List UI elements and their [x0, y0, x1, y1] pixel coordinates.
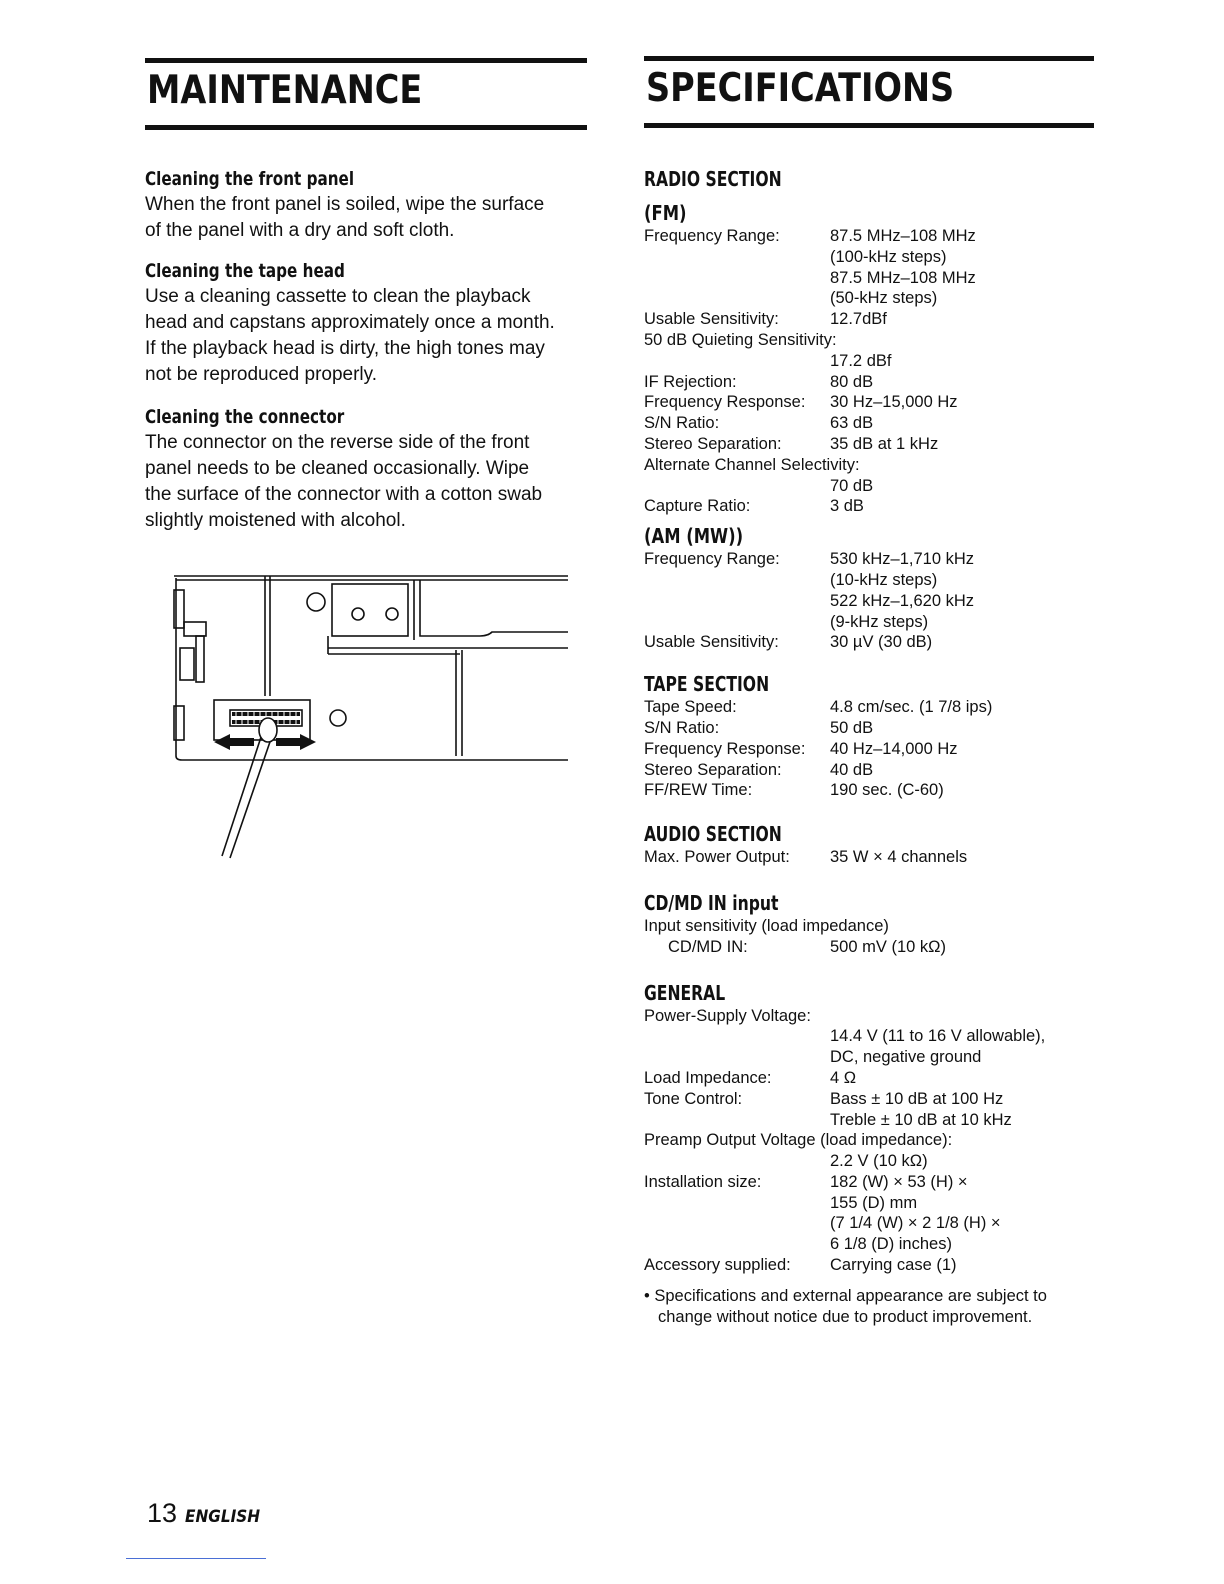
spec-row — [644, 247, 1094, 268]
spec-label: CD/MD IN: — [668, 937, 748, 956]
spec-row — [644, 632, 1094, 653]
spec-label: S/N Ratio: — [644, 718, 720, 737]
spec-value: (9-kHz steps) — [830, 612, 929, 631]
spec-label — [644, 268, 830, 289]
spec-label — [644, 288, 830, 309]
spec-value: 30 µV (30 dB) — [830, 633, 933, 652]
spec-label: Alternate Channel Selectivity: — [644, 455, 860, 474]
spec-value: 2.2 V (10 kΩ) — [830, 1152, 928, 1171]
spec-value: (100-kHz steps) — [830, 247, 947, 266]
section-heading: Cleaning the tape head — [145, 260, 345, 282]
spec-row — [644, 1213, 1094, 1234]
connector-diagram-icon — [170, 566, 574, 862]
spec-value: 3 dB — [830, 497, 864, 516]
spec-label: Tone Control: — [644, 1089, 743, 1108]
body-line: Use a cleaning cassette to clean the playback — [145, 286, 531, 307]
spec-value: 80 dB — [830, 372, 874, 391]
spec-label — [644, 591, 830, 612]
spec-value: 35 W × 4 channels — [830, 848, 968, 867]
spec-row — [644, 612, 1094, 633]
body-line: the surface of the connector with a cotton swab — [145, 484, 543, 505]
specifications-title: SPECIFICATIONS — [646, 66, 955, 111]
spec-value: 40 Hz–14,000 Hz — [830, 739, 958, 758]
spec-row — [644, 413, 1094, 434]
spec-row — [644, 1193, 1094, 1214]
spec-row — [644, 288, 1094, 309]
spec-row — [644, 1110, 1094, 1131]
spec-row — [644, 591, 1094, 612]
specifications-note: • Specifications and external appearance are subject to change without notice due to product improvement. — [644, 1286, 1047, 1326]
body-line: slightly moistened with alcohol. — [145, 510, 406, 531]
radio-section-heading: RADIO SECTION — [644, 167, 782, 191]
am-heading: (AM (MW)) — [644, 524, 744, 549]
front-panel-connector-cleaning-illustration — [170, 566, 574, 867]
spec-row — [644, 549, 1094, 570]
spec-label — [644, 1026, 830, 1047]
spec-label: S/N Ratio: — [644, 414, 720, 433]
section-heading: Cleaning the front panel — [145, 168, 355, 190]
spec-value: (7 1/4 (W) × 2 1/8 (H) × — [830, 1214, 1001, 1233]
title-rule-bottom — [145, 125, 587, 130]
spec-row — [644, 847, 1094, 868]
bottom-divider — [126, 1558, 266, 1559]
tape-section-heading: TAPE SECTION — [644, 672, 770, 697]
spec-value: 500 mV (10 kΩ) — [830, 937, 946, 956]
spec-row — [644, 1047, 1094, 1068]
spec-label: Power-Supply Voltage: — [644, 1006, 811, 1025]
spec-label: Stereo Separation: — [644, 760, 782, 779]
spec-label: Frequency Response: — [644, 393, 806, 412]
spec-label: Frequency Response: — [644, 739, 806, 758]
spec-value: 30 Hz–15,000 Hz — [830, 393, 958, 412]
body-line: not be reproduced properly. — [145, 364, 378, 385]
body-line: The connector on the reverse side of the front — [145, 432, 530, 453]
spec-row — [644, 351, 1094, 372]
spec-label — [644, 351, 830, 372]
spec-label: Accessory supplied: — [644, 1256, 791, 1275]
spec-value: 17.2 dBf — [830, 351, 892, 370]
maintenance-title: MAINTENANCE — [147, 68, 423, 113]
page-footer — [147, 1498, 268, 1529]
spec-row — [644, 1151, 1094, 1172]
tape-spec-list — [644, 697, 1094, 801]
spec-value: DC, negative ground — [830, 1048, 982, 1067]
fm-spec-list — [644, 226, 1094, 517]
am-spec-list — [644, 549, 1094, 653]
spec-value: 87.5 MHz–108 MHz — [830, 227, 976, 245]
general-section-heading: GENERAL — [644, 980, 726, 1005]
spec-value: 35 dB at 1 kHz — [830, 434, 939, 453]
spec-row — [644, 226, 1094, 247]
fm-heading: (FM) — [644, 201, 687, 225]
spec-value: 182 (W) × 53 (H) × — [830, 1172, 968, 1191]
spec-label: Max. Power Output: — [644, 848, 790, 867]
spec-label: Installation size: — [644, 1172, 762, 1191]
spec-value: 70 dB — [830, 476, 874, 495]
title-rule-bottom — [644, 123, 1094, 128]
body-line: panel needs to be cleaned occasionally. Wipe — [145, 458, 530, 479]
spec-label — [644, 1234, 830, 1255]
spec-value: 40 dB — [830, 760, 874, 779]
section-connector — [145, 406, 587, 534]
body-line: of the panel with a dry and soft cloth. — [145, 220, 455, 241]
cdmd-spec-list — [644, 937, 1094, 958]
spec-row — [644, 697, 1094, 718]
spec-value: 6 1/8 (D) inches) — [830, 1235, 952, 1254]
spec-label: Frequency Range: — [644, 550, 780, 569]
spec-label: FF/REW Time: — [644, 781, 753, 800]
spec-label — [644, 1193, 830, 1214]
spec-value: 530 kHz–1,710 kHz — [830, 550, 974, 569]
spec-value: 190 sec. (C-60) — [830, 781, 944, 800]
spec-label: Usable Sensitivity: — [644, 310, 779, 329]
spec-row — [644, 1172, 1094, 1193]
spec-label — [644, 247, 830, 268]
spec-label — [644, 476, 830, 497]
specifications-column — [644, 56, 1094, 1327]
spec-row — [644, 476, 1094, 497]
spec-label: Preamp Output Voltage (load impedance): — [644, 1131, 953, 1150]
spec-value: 155 (D) mm — [830, 1193, 918, 1212]
spec-row — [644, 937, 1094, 958]
general-spec-list — [644, 1006, 1094, 1276]
spec-row — [644, 739, 1094, 760]
spec-label: Stereo Separation: — [644, 434, 782, 453]
spec-value: 63 dB — [830, 414, 874, 433]
spec-label: 50 dB Quieting Sensitivity: — [644, 330, 837, 349]
section-tape-head — [145, 260, 587, 388]
language-label: ENGLISH — [185, 1507, 261, 1527]
section-front-panel — [145, 168, 587, 244]
spec-row — [644, 570, 1094, 591]
spec-value: Carrying case (1) — [830, 1256, 957, 1275]
spec-label: Tape Speed: — [644, 698, 737, 717]
spec-row — [644, 268, 1094, 289]
spec-label: Capture Ratio: — [644, 497, 751, 516]
audio-spec-list — [644, 847, 1094, 868]
cdmd-intro: Input sensitivity (load impedance) — [644, 916, 889, 935]
spec-value: 50 dB — [830, 718, 874, 737]
page-number: 13 — [147, 1498, 178, 1528]
spec-value: 87.5 MHz–108 MHz — [830, 268, 976, 287]
spec-row — [644, 1234, 1094, 1255]
spec-row — [644, 718, 1094, 739]
section-heading: Cleaning the connector — [145, 406, 345, 428]
spec-value: 12.7dBf — [830, 310, 887, 329]
spec-row — [644, 1089, 1094, 1110]
spec-value: Bass ± 10 dB at 100 Hz — [830, 1089, 1004, 1108]
maintenance-column — [145, 58, 587, 534]
body-line: When the front panel is soiled, wipe the surface — [145, 194, 545, 215]
spec-value: Treble ± 10 dB at 10 kHz — [830, 1110, 1012, 1129]
spec-row — [644, 309, 1094, 330]
spec-label — [644, 1110, 830, 1131]
spec-label: Load Impedance: — [644, 1068, 772, 1087]
spec-row — [644, 1255, 1094, 1276]
spec-row — [644, 434, 1094, 455]
section-body — [145, 284, 587, 388]
spec-row — [644, 1068, 1094, 1089]
spec-row — [644, 1026, 1094, 1047]
spec-row — [644, 780, 1094, 801]
section-body — [145, 430, 587, 534]
spec-row — [644, 1006, 1094, 1027]
body-line: head and capstans approximately once a month. — [145, 312, 555, 333]
spec-value: (50-kHz steps) — [830, 289, 938, 308]
cdmd-section-heading: CD/MD IN input — [644, 890, 779, 915]
spec-row — [644, 372, 1094, 393]
section-body — [145, 192, 587, 244]
spec-label — [644, 1047, 830, 1068]
spec-value: 4 Ω — [830, 1068, 857, 1087]
body-line: If the playback head is dirty, the high tones may — [145, 338, 545, 359]
spec-label — [644, 612, 830, 633]
spec-row — [644, 760, 1094, 781]
spec-row — [644, 392, 1094, 413]
spec-value: (10-kHz steps) — [830, 570, 938, 589]
spec-value: 14.4 V (11 to 16 V allowable), — [830, 1027, 1046, 1046]
spec-label — [644, 1213, 830, 1234]
spec-label — [644, 570, 830, 591]
spec-label: Usable Sensitivity: — [644, 633, 779, 652]
spec-row — [644, 496, 1094, 517]
spec-value — [830, 1006, 1094, 1027]
spec-label: Frequency Range: — [644, 227, 780, 245]
spec-label — [644, 1151, 830, 1172]
audio-section-heading: AUDIO SECTION — [644, 822, 782, 847]
spec-label: IF Rejection: — [644, 372, 737, 391]
spec-value: 522 kHz–1,620 kHz — [830, 591, 974, 610]
spec-value: 4.8 cm/sec. (1 7/8 ips) — [830, 698, 993, 717]
